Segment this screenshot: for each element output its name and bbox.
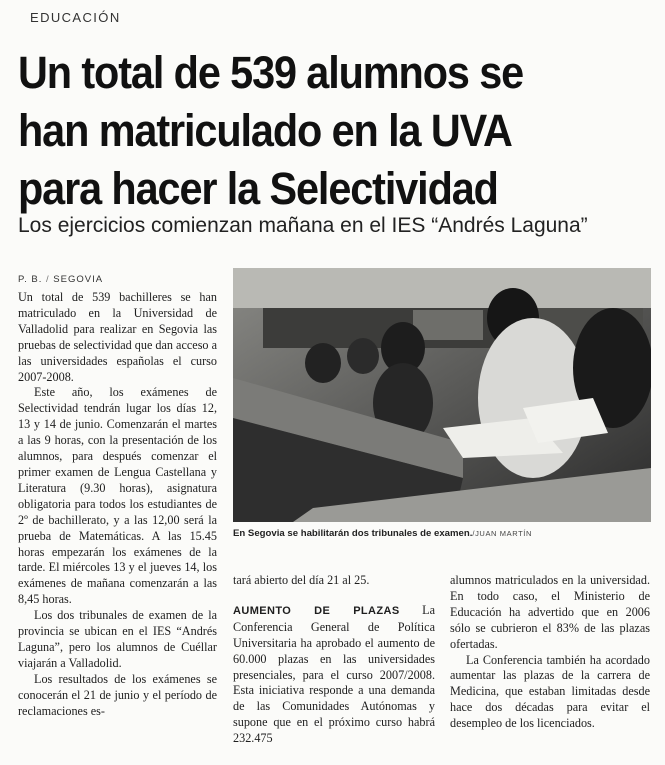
photo-caption bbox=[233, 528, 532, 539]
byline-location: SEGOVIA bbox=[53, 274, 104, 285]
caption-text: En Segovia se habilitarán dos tribunales de examen. bbox=[233, 528, 473, 539]
paragraph: Los resultados de los exámenes se conocerán el 21 de junio y el período de reclamaciones es- bbox=[18, 671, 217, 718]
byline-author: P. B. bbox=[18, 274, 43, 285]
section-label: EDUCACIÓN bbox=[30, 10, 121, 25]
paragraph: Los dos tribunales de examen de la provincia se ubican en el IES “Andrés Laguna”, pero los alumnos de Cuéllar viajarán a Valladolid. bbox=[18, 608, 217, 670]
article-column-1 bbox=[18, 290, 217, 719]
article-photo bbox=[233, 268, 651, 522]
photo-credit: /JUAN MARTÍN bbox=[472, 529, 532, 538]
headline-line-3: para hacer la Selectividad bbox=[18, 163, 498, 214]
headline-line-1: Un total de 539 alumnos se bbox=[18, 47, 524, 98]
section-subheading: AUMENTO DE PLAZAS bbox=[233, 604, 400, 617]
byline bbox=[18, 274, 103, 285]
paragraph: Este año, los exámenes de Selectividad tendrán lugar los días 12, 13 y 14 de junio. Comenzarán el martes a las 9 horas, con la presentación de los alumnos, para después comenzar el primer examen de Lengua Castellana y Literatura (9.30 horas), asignatura obligatoria para todos los estudiantes de 2º de bachillerato, y a las 12,00 será la prueba de Matemáticas. A las 15.45 horas empezarán los exámenes de la tarde. El miércoles 13 y el jueves 14, los exámenes de mañana comenzarán a las 8,45 horas. bbox=[18, 385, 217, 607]
paragraph bbox=[233, 603, 435, 747]
subheadline: Los ejercicios comienzan mañana en el IES “Andrés Laguna” bbox=[18, 214, 588, 237]
paragraph: alumnos matriculados en la universidad. En todo caso, el Ministerio de Educación ha advertido que en 2006 sólo se cubrieron el 83% de las plazas ofertadas. bbox=[450, 573, 650, 651]
paragraph-text: La Conferencia General de Política Universitaria ha aprobado el aumento de 60.000 plazas en las universidades presenciales, para el curso 2007/2008. Esta iniciativa responde a una demanda de las Comunidades Autónomas y supone que en el próximo curso habrá 232.475 bbox=[233, 602, 435, 746]
paragraph: Un total de 539 bachilleres se han matriculado en la Universidad de Valladolid para realizar en Segovia las pruebas de selectividad que dan acceso a las universidades españolas el curso 2007-2008. bbox=[18, 290, 217, 384]
headline-line-2: han matriculado en la UVA bbox=[18, 105, 512, 156]
article-column-3 bbox=[450, 573, 650, 732]
paragraph: tará abierto del día 21 al 25. bbox=[233, 573, 370, 587]
article-column-2 bbox=[233, 573, 435, 747]
headline bbox=[18, 44, 607, 218]
byline-separator: / bbox=[46, 274, 50, 285]
paragraph: La Conferencia también ha acordado aumentar las plazas de la carrera de Medicina, que estaban limitadas desde hace dos décadas para evitar el desempleo de los licenciados. bbox=[450, 652, 650, 731]
students-exam-photo bbox=[233, 268, 651, 522]
